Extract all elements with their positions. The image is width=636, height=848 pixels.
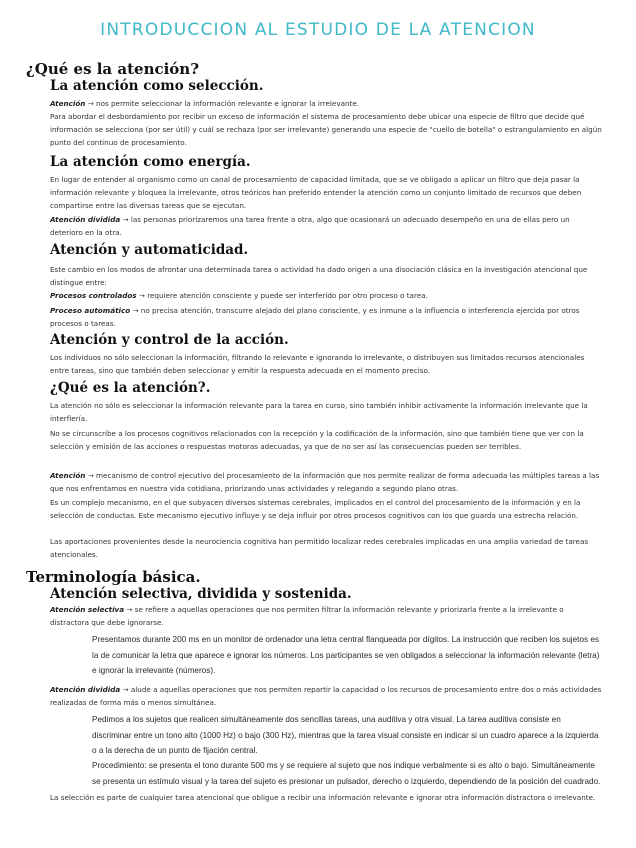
arrow-icon: →	[132, 306, 139, 315]
paragraph-energia: En lugar de entender al organismo como un canal de procesamiento de capacidad limitada, que se ve obligado a aplicar un filtro que deja pasar la información relevante y bloquea la irrelevante, otros teóricos han preferido entender la atención como un conjunto limitado de recursos que deben compartirse entre las diversas tareas que se ejecutan.	[50, 175, 582, 210]
definition-text: las personas priorizaremos una tarea frente a otra, algo que ocasionará un adecuado desempeño en una de ellas pero un deterioro en la otra.	[50, 215, 570, 237]
arrow-icon: →	[122, 685, 129, 694]
arrow-icon: →	[87, 99, 94, 108]
term-procesos-controlados: Procesos controlados	[50, 291, 137, 300]
definition-text: no precisa atención, transcurre alejado del plano consciente, y es inmune a la influencia o interferencia ejercida por otros procesos o tareas.	[50, 306, 580, 328]
definition-text: mecanismo de control ejecutivo del procesamiento de la información que nos permite realizar de forma adecuada las múltiples tareas a las que nos enfrentamos en nuestra vida cotidiana, priorizando unas actividades y relegando a segundo plano otras.	[50, 471, 600, 493]
term-proceso-automatico: Proceso automático	[50, 306, 131, 315]
paragraph-inhibir: La atención no sólo es seleccionar la información relevante para la tarea en curso, sino también inhibir activamente la información irrelevante que la interfiería.	[50, 401, 588, 423]
section-heading-terminologia: Terminología básica.	[26, 568, 201, 586]
paragraph-neurociencia: Las aportaciones provenientes desde la neurociencia cognitiva han permitido localizar redes cerebrales implicadas en una amplia variedad de tareas atencionales.	[50, 537, 589, 559]
example-tareas-simultaneas: Pedimos a los sujetos que realicen simultáneamente dos sencillas tareas, una auditiva y otra visual. La tarea auditiva consiste en discriminar entre un tono alto (1000 Hz) o bajo (300 Hz), mientras que la tarea visual consiste en indicar si un cuadro aparece a la izquierda o a la derecha de un punto de fijación central.	[92, 715, 599, 756]
paragraph-proceso-automatico	[50, 305, 602, 331]
definition-text: se refiere a aquellas operaciones que nos permiten filtrar la información relevante y priorizarla frente a la irrelevante o distractora que debe ignorarse.	[50, 605, 564, 627]
paragraph-seleccion: La selección es parte de cualquier tarea atencional que obligue a recibir una información relevante e ignorar otra información distractora o irrelevante.	[50, 793, 596, 802]
term-atencion-dividida: Atención dividida	[50, 685, 121, 694]
arrow-icon: →	[122, 215, 129, 224]
paragraph-atencion-selectiva	[50, 604, 602, 630]
subheading-atencion-seleccion: La atención como selección.	[50, 78, 264, 94]
paragraph-procesos-controlados	[50, 290, 602, 303]
paragraph-automaticidad: Este cambio en los modos de afrontar una determinada tarea o actividad ha dado origen a una disociación clásica en la investigación atencional que distingue entre:	[50, 265, 588, 287]
paragraph-control-accion: Los individuos no sólo seleccionan la información, filtrando lo relevante e ignorando lo irrelevante, o distribuyen sus limitados recursos atencionales entre tareas, sino que también deben seleccionar y emitir la respuesta adecuada en el momento preciso.	[50, 353, 585, 375]
subheading-atencion-energia: La atención como energía.	[50, 154, 251, 170]
paragraph-atencion-definicion	[50, 98, 602, 111]
example-letra-central: Presentamos durante 200 ms en un monitor de ordenador una letra central flanqueada por dígitos. La instrucción que reciben los sujetos es la de comunicar la letra que aparece e ignorar los números. Los participantes se ven obligados a seleccionar la información relevante (letra) e ignorar la irrelevante (números).	[92, 635, 600, 676]
paragraph-procesos-cognitivos: No se circunscribe a los procesos cognitivos relacionados con la recepción y la codificación de la información, sino que también tiene que ver con la selección y emisión de las acciones o respuestas motoras adecuadas, ya que de no ser así las consecuencias pueden ser terribles.	[50, 429, 584, 451]
definition-text: alude a aquellas operaciones que nos permiten repartir la capacidad o los recursos de procesamiento entre dos o más actividades realizadas de forma más o menos simultánea.	[50, 685, 602, 707]
term-atencion-dividida: Atención dividida	[50, 215, 121, 224]
paragraph-filtro: Para abordar el desbordamiento por recibir un exceso de información el sistema de procesamiento debe ubicar una especie de filtro que decide qué información se selecciona (por ser útil) y cuál se rechaza (por ser irrelevante) generando una especie de "cuello de botella" o estrangulamiento en algún punto del continuo de procesamiento.	[50, 112, 602, 147]
arrow-icon: →	[87, 471, 94, 480]
paragraph-mecanismo-control	[50, 470, 602, 496]
arrow-icon: →	[138, 291, 145, 300]
subheading-control-accion: Atención y control de la acción.	[50, 332, 289, 348]
paragraph-mecanismo-complejo: Es un complejo mecanismo, en el que subyacen diversos sistemas cerebrales, implicados en el control del procesamiento de la información y en la selección de conductas. Este mecanismo ejecutivo influye y se deja influir por otros procesos cognitivos con los que guarda una estrecha relación.	[50, 498, 581, 520]
term-atencion: Atención	[50, 471, 86, 480]
term-atencion: Atención	[50, 99, 86, 108]
document-title: INTRODUCCION AL ESTUDIO DE LA ATENCION	[100, 20, 536, 40]
subheading-selectiva-dividida-sostenida: Atención selectiva, dividida y sostenida.	[50, 586, 352, 602]
paragraph-atencion-dividida-def	[50, 684, 602, 710]
subheading-automaticidad: Atención y automaticidad.	[50, 242, 249, 258]
arrow-icon: →	[126, 605, 133, 614]
term-atencion-selectiva: Atención selectiva	[50, 605, 125, 614]
example-procedimiento: Procedimiento: se presenta el tono durante 500 ms y se requiere al sujeto que nos indique verbalmente si es alto o bajo. Simultáneamente se presenta un estímulo visual y la tarea del sujeto es presionar un pulsador, derecho o izquierdo, dependiendo de la posición del cuadrado.	[92, 761, 601, 786]
paragraph-atencion-dividida	[50, 214, 602, 240]
subheading-que-es-atencion: ¿Qué es la atención?.	[50, 380, 211, 396]
definition-text: nos permite seleccionar la información relevante e ignorar la irrelevante.	[96, 99, 360, 108]
definition-text: requiere atención consciente y puede ser interferido por otro proceso o tarea.	[147, 291, 428, 300]
section-heading-que-es-atencion: ¿Qué es la atención?	[26, 60, 200, 78]
